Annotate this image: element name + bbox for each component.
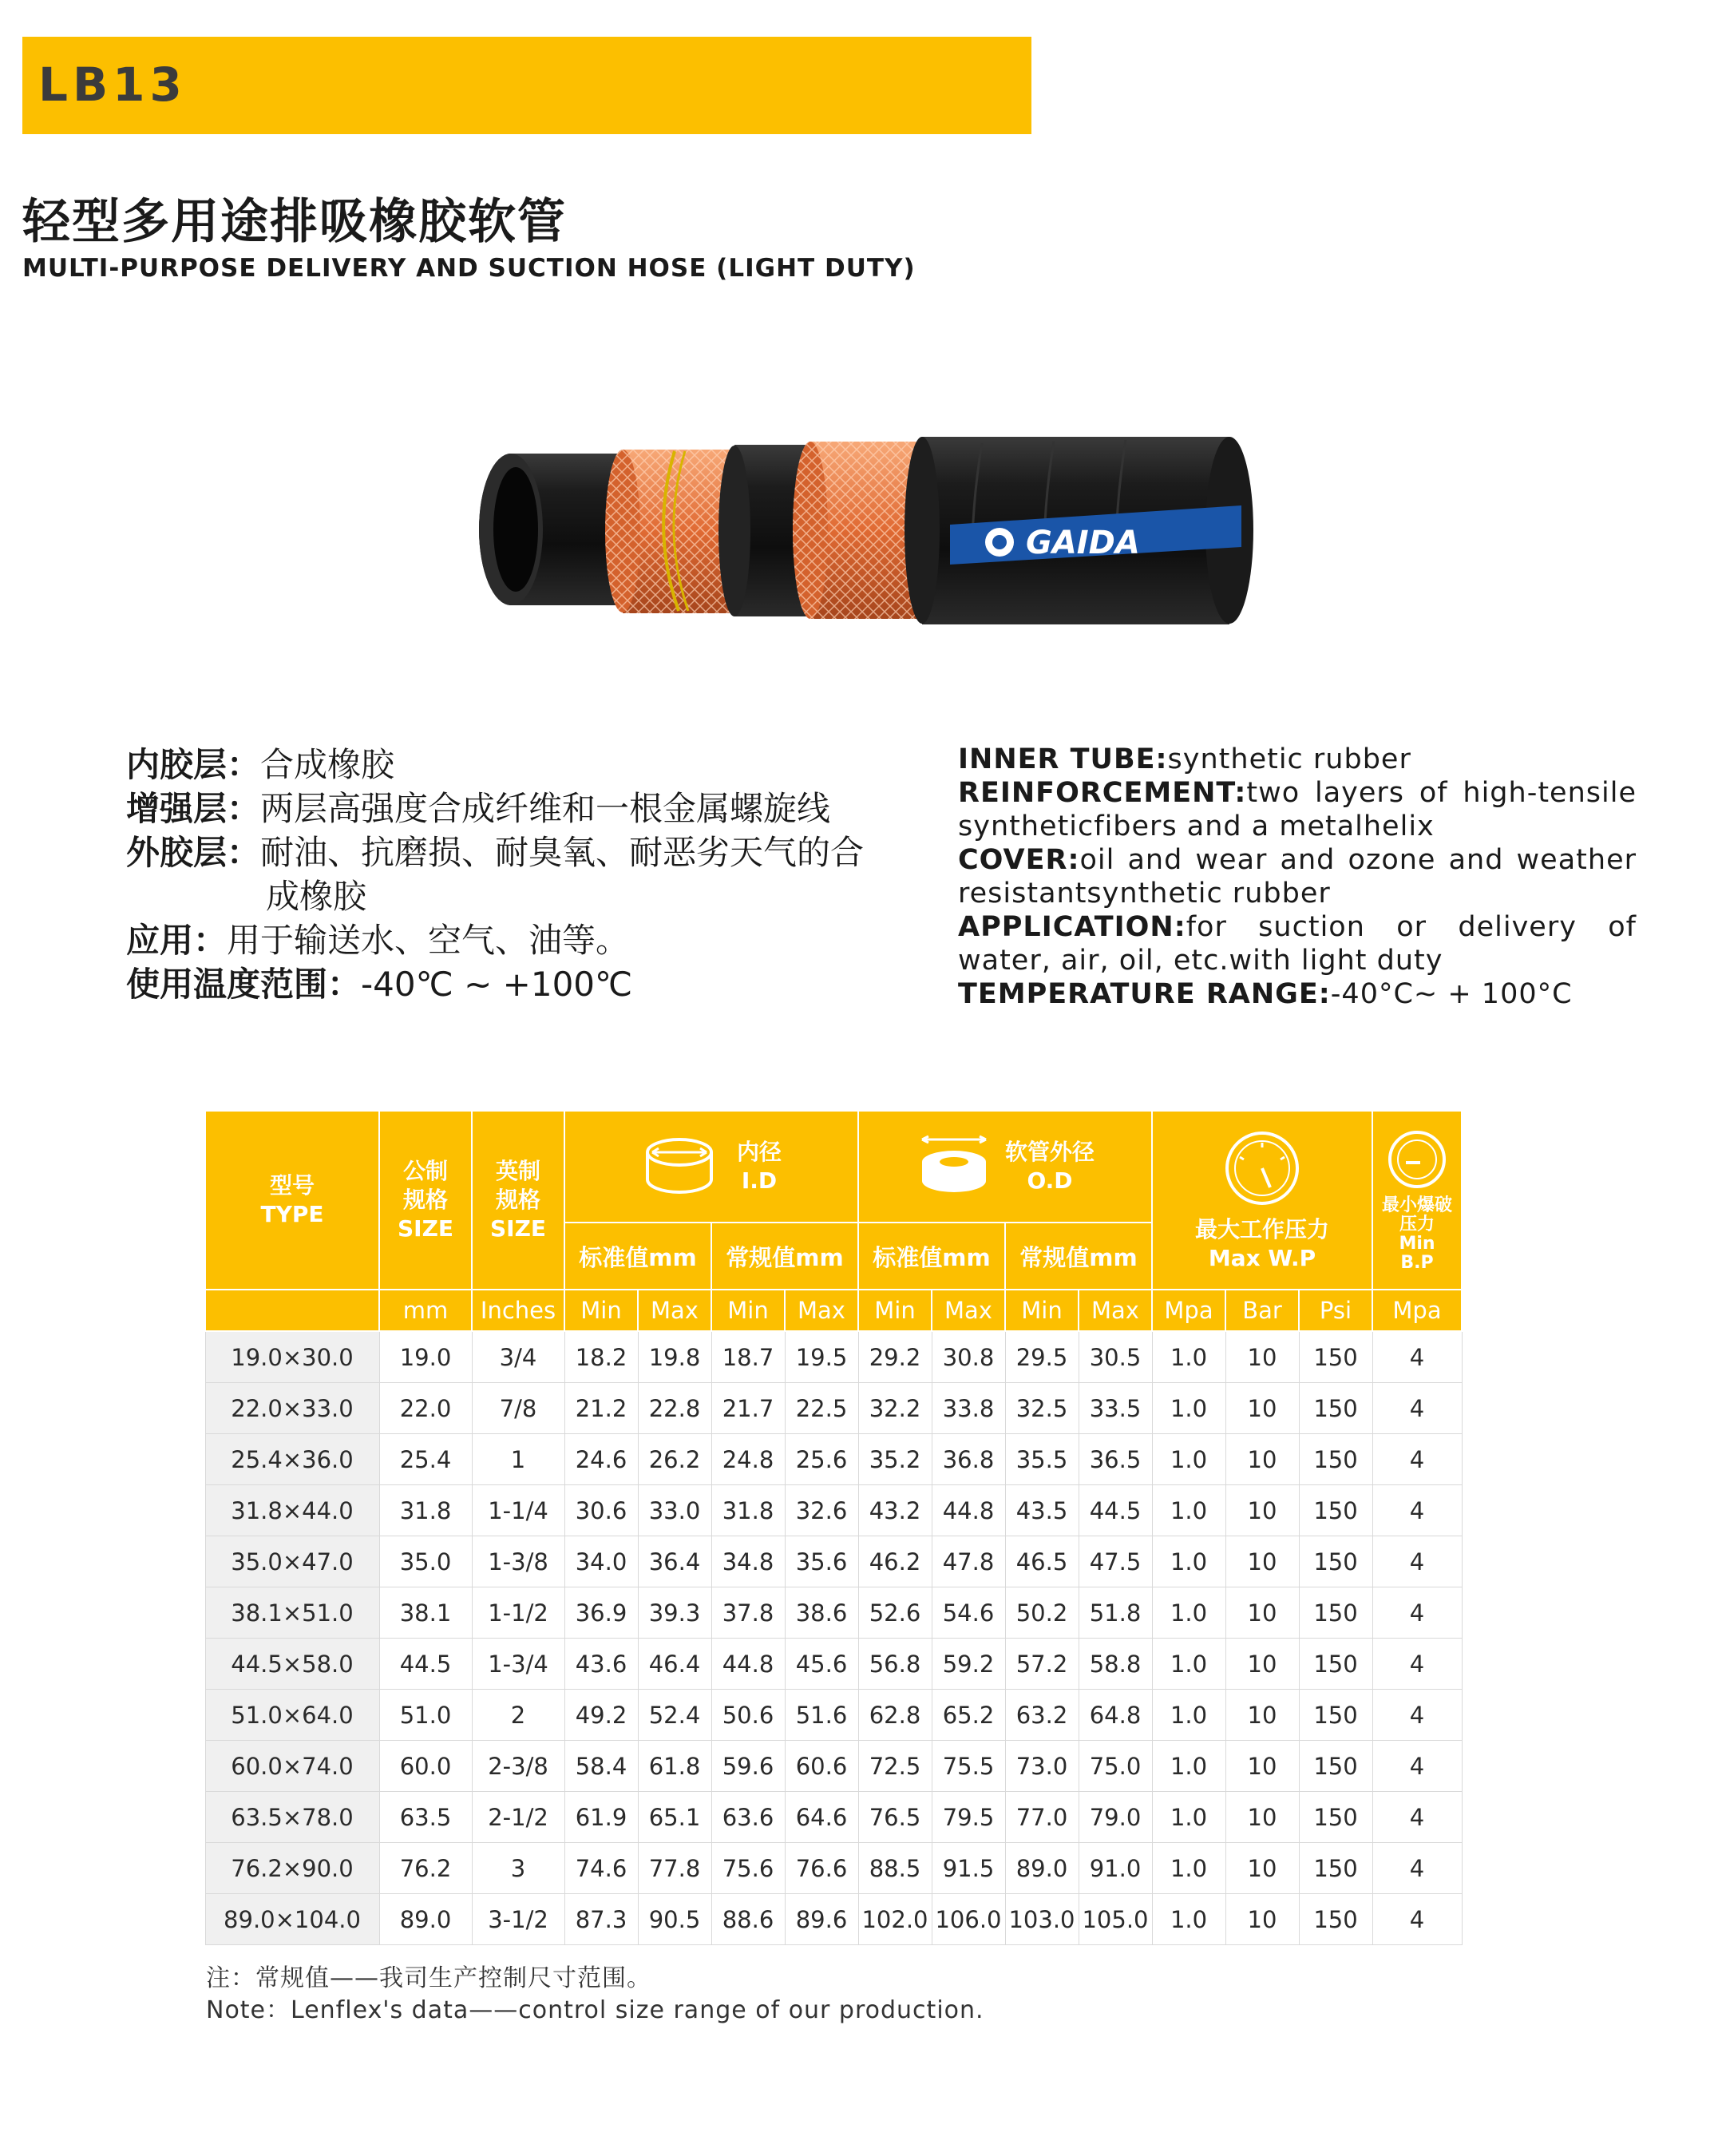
table-cell: 61.9 [564, 1792, 638, 1843]
table-cell: 18.2 [564, 1331, 638, 1383]
unit-cell: Mpa [1372, 1290, 1462, 1331]
table-cell: 25.6 [785, 1434, 858, 1485]
type-cell: 51.0×64.0 [205, 1690, 379, 1741]
table-cell: 45.6 [785, 1639, 858, 1690]
spec-en-reinforcement: REINFORCEMENT:two layers of high-tensile syntheticfibers and a metalhelix [958, 777, 1637, 842]
table-cell: 18.7 [711, 1331, 785, 1383]
table-cell: 77.8 [638, 1843, 711, 1894]
table-cell: 35.2 [858, 1434, 932, 1485]
table-cell: 62.8 [858, 1690, 932, 1741]
inner-diameter-icon [641, 1135, 718, 1199]
title-english: MULTI-PURPOSE DELIVERY AND SUCTION HOSE (LIGHT DUTY) [22, 254, 916, 283]
table-cell: 76.5 [858, 1792, 932, 1843]
table-cell: 35.0 [379, 1536, 472, 1587]
table-row [205, 1690, 1462, 1741]
outer-diameter-icon [916, 1135, 992, 1199]
table-cell: 33.5 [1079, 1383, 1152, 1434]
table-cell: 1.0 [1152, 1843, 1225, 1894]
spec-cn-reinforcement: 增强层： 两层高强度合成纤维和一根金属螺旋线 [126, 789, 831, 828]
unit-cell: Bar [1225, 1290, 1299, 1331]
table-cell: 65.1 [638, 1792, 711, 1843]
table-cell: 59.6 [711, 1741, 785, 1792]
table-cell: 44.5 [379, 1639, 472, 1690]
product-code-banner [22, 37, 1031, 134]
table-cell: 105.0 [1079, 1894, 1152, 1945]
title-chinese: 轻型多用途排吸橡胶软管 [22, 194, 567, 250]
unit-cell: Max [638, 1290, 711, 1331]
table-cell: 76.2 [379, 1843, 472, 1894]
table-cell: 1.0 [1152, 1690, 1225, 1741]
table-cell: 1.0 [1152, 1383, 1225, 1434]
type-cell: 19.0×30.0 [205, 1331, 379, 1383]
header-burst-pressure: 最小爆破 压力 Min B.P [1372, 1111, 1462, 1290]
table-cell: 33.8 [932, 1383, 1005, 1434]
header-working-pressure: 最大工作压力 Max W.P [1152, 1111, 1372, 1290]
unit-cell: mm [379, 1290, 472, 1331]
unit-cell: Mpa [1152, 1290, 1225, 1331]
table-row [205, 1843, 1462, 1894]
table-cell: 89.0 [379, 1894, 472, 1945]
table-cell: 59.2 [932, 1639, 1005, 1690]
table-cell: 36.5 [1079, 1434, 1152, 1485]
table-row [205, 1639, 1462, 1690]
table-cell: 3/4 [472, 1331, 564, 1383]
table-cell: 102.0 [858, 1894, 932, 1945]
table-cell: 36.9 [564, 1587, 638, 1639]
table-cell: 26.2 [638, 1434, 711, 1485]
table-cell: 3-1/2 [472, 1894, 564, 1945]
table-cell: 4 [1372, 1690, 1462, 1741]
table-cell: 31.8 [711, 1485, 785, 1536]
table-cell: 75.5 [932, 1741, 1005, 1792]
product-code: LB13 [38, 57, 187, 112]
unit-cell: Inches [472, 1290, 564, 1331]
table-cell: 4 [1372, 1894, 1462, 1945]
table-cell: 43.2 [858, 1485, 932, 1536]
table-cell: 46.5 [1005, 1536, 1079, 1587]
unit-cell: Max [785, 1290, 858, 1331]
table-cell: 87.3 [564, 1894, 638, 1945]
table-cell: 150 [1299, 1587, 1372, 1639]
type-cell: 63.5×78.0 [205, 1792, 379, 1843]
table-cell: 73.0 [1005, 1741, 1079, 1792]
table-row [205, 1792, 1462, 1843]
table-cell: 1.0 [1152, 1536, 1225, 1587]
table-cell: 150 [1299, 1690, 1372, 1741]
table-cell: 46.4 [638, 1639, 711, 1690]
table-cell: 54.6 [932, 1587, 1005, 1639]
table-cell: 64.6 [785, 1792, 858, 1843]
table-cell: 58.4 [564, 1741, 638, 1792]
unit-cell: Max [932, 1290, 1005, 1331]
table-cell: 88.6 [711, 1894, 785, 1945]
table-cell: 50.6 [711, 1690, 785, 1741]
table-cell: 61.8 [638, 1741, 711, 1792]
table-cell: 25.4 [379, 1434, 472, 1485]
table-cell: 150 [1299, 1894, 1372, 1945]
table-cell: 22.0 [379, 1383, 472, 1434]
table-cell: 30.8 [932, 1331, 1005, 1383]
table-cell: 10 [1225, 1843, 1299, 1894]
specs-chinese [126, 743, 924, 1006]
table-cell: 46.2 [858, 1536, 932, 1587]
header-od-standard: 标准值mm [858, 1223, 1005, 1290]
spec-cn-application: 应用： 用于输送水、空气、油等。 [126, 921, 630, 960]
table-cell: 43.6 [564, 1639, 638, 1690]
table-cell: 60.0 [379, 1741, 472, 1792]
table-cell: 2-1/2 [472, 1792, 564, 1843]
header-size-inch: 英制 规格 SIZE [472, 1111, 564, 1290]
table-cell: 1-3/8 [472, 1536, 564, 1587]
table-row [205, 1383, 1462, 1434]
table-cell: 150 [1299, 1383, 1372, 1434]
type-cell: 22.0×33.0 [205, 1383, 379, 1434]
table-cell: 35.5 [1005, 1434, 1079, 1485]
spec-en-temperature: TEMPERATURE RANGE:-40°C~ + 100°C [958, 978, 1573, 1010]
table-cell: 58.8 [1079, 1639, 1152, 1690]
table-cell: 4 [1372, 1536, 1462, 1587]
table-cell: 1.0 [1152, 1741, 1225, 1792]
table-row [205, 1434, 1462, 1485]
type-cell: 31.8×44.0 [205, 1485, 379, 1536]
table-cell: 10 [1225, 1383, 1299, 1434]
table-cell: 64.8 [1079, 1690, 1152, 1741]
table-cell: 34.8 [711, 1536, 785, 1587]
table-cell: 90.5 [638, 1894, 711, 1945]
table-cell: 63.6 [711, 1792, 785, 1843]
table-cell: 4 [1372, 1639, 1462, 1690]
table-cell: 24.8 [711, 1434, 785, 1485]
table-cell: 32.5 [1005, 1383, 1079, 1434]
table-cell: 36.8 [932, 1434, 1005, 1485]
unit-cell: Min [564, 1290, 638, 1331]
table-cell: 2-3/8 [472, 1741, 564, 1792]
table-cell: 49.2 [564, 1690, 638, 1741]
note-chinese: 注：常规值——我司生产控制尺寸范围。 [206, 1964, 651, 1992]
table-cell: 52.4 [638, 1690, 711, 1741]
brand-name: GAIDA [1026, 525, 1140, 561]
table-cell: 32.6 [785, 1485, 858, 1536]
header-id-regular: 常规值mm [711, 1223, 858, 1290]
unit-cell-blank [205, 1290, 379, 1331]
table-cell: 1 [472, 1434, 564, 1485]
table-cell: 44.8 [711, 1639, 785, 1690]
burst-gauge-icon [1385, 1128, 1449, 1191]
table-cell: 65.2 [932, 1690, 1005, 1741]
table-cell: 1-3/4 [472, 1639, 564, 1690]
header-type: 型号 TYPE [205, 1111, 379, 1290]
table-cell: 10 [1225, 1331, 1299, 1383]
table-cell: 29.2 [858, 1331, 932, 1383]
table-cell: 150 [1299, 1792, 1372, 1843]
table-cell: 150 [1299, 1639, 1372, 1690]
table-cell: 1.0 [1152, 1894, 1225, 1945]
table-row [205, 1485, 1462, 1536]
table-cell: 4 [1372, 1843, 1462, 1894]
table-cell: 30.5 [1079, 1331, 1152, 1383]
table-cell: 91.0 [1079, 1843, 1152, 1894]
specs-english [958, 743, 1637, 1011]
table-cell: 47.5 [1079, 1536, 1152, 1587]
table-cell: 52.6 [858, 1587, 932, 1639]
unit-cell: Min [1005, 1290, 1079, 1331]
table-cell: 30.6 [564, 1485, 638, 1536]
table-cell: 150 [1299, 1741, 1372, 1792]
table-cell: 10 [1225, 1536, 1299, 1587]
spec-table [204, 1110, 1463, 1945]
table-row [205, 1587, 1462, 1639]
hose-product-image [471, 427, 1269, 651]
pressure-gauge-icon [1222, 1128, 1302, 1208]
spec-en-application: APPLICATION:for suction or delivery of water, air, oil, etc.with light duty [958, 911, 1637, 977]
table-cell: 89.6 [785, 1894, 858, 1945]
table-cell: 76.6 [785, 1843, 858, 1894]
header-inner-diameter: 内径 I.D [564, 1111, 858, 1223]
table-cell: 19.8 [638, 1331, 711, 1383]
type-cell: 38.1×51.0 [205, 1587, 379, 1639]
table-cell: 21.2 [564, 1383, 638, 1434]
table-row [205, 1741, 1462, 1792]
table-cell: 1.0 [1152, 1331, 1225, 1383]
table-cell: 91.5 [932, 1843, 1005, 1894]
table-cell: 50.2 [1005, 1587, 1079, 1639]
table-cell: 57.2 [1005, 1639, 1079, 1690]
table-cell: 103.0 [1005, 1894, 1079, 1945]
table-row [205, 1331, 1462, 1383]
table-cell: 150 [1299, 1843, 1372, 1894]
table-cell: 4 [1372, 1587, 1462, 1639]
table-cell: 19.0 [379, 1331, 472, 1383]
table-cell: 24.6 [564, 1434, 638, 1485]
table-cell: 1.0 [1152, 1639, 1225, 1690]
table-cell: 34.0 [564, 1536, 638, 1587]
table-cell: 10 [1225, 1792, 1299, 1843]
spec-en-inner: INNER TUBE:synthetic rubber [958, 743, 1411, 775]
table-cell: 75.0 [1079, 1741, 1152, 1792]
spec-cn-inner: 内胶层： 合成橡胶 [126, 745, 395, 784]
table-cell: 43.5 [1005, 1485, 1079, 1536]
table-cell: 21.7 [711, 1383, 785, 1434]
table-cell: 74.6 [564, 1843, 638, 1894]
table-cell: 38.1 [379, 1587, 472, 1639]
table-cell: 4 [1372, 1331, 1462, 1383]
table-cell: 79.5 [932, 1792, 1005, 1843]
header-id-standard: 标准值mm [564, 1223, 711, 1290]
table-cell: 39.3 [638, 1587, 711, 1639]
spec-cn-temperature: 使用温度范围： -40℃ ~ +100℃ [126, 965, 633, 1004]
table-cell: 10 [1225, 1485, 1299, 1536]
spec-en-cover: COVER:oil and wear and ozone and weather resistantsynthetic rubber [958, 844, 1637, 910]
table-cell: 10 [1225, 1690, 1299, 1741]
note-english: Note：Lenflex's data——control size range of our production. [206, 1996, 984, 2024]
type-cell: 76.2×90.0 [205, 1843, 379, 1894]
header-od-regular: 常规值mm [1005, 1223, 1152, 1290]
table-cell: 75.6 [711, 1843, 785, 1894]
table-cell: 88.5 [858, 1843, 932, 1894]
table-cell: 38.6 [785, 1587, 858, 1639]
table-cell: 1-1/4 [472, 1485, 564, 1536]
table-cell: 4 [1372, 1383, 1462, 1434]
type-cell: 60.0×74.0 [205, 1741, 379, 1792]
table-cell: 63.5 [379, 1792, 472, 1843]
table-cell: 10 [1225, 1894, 1299, 1945]
table-cell: 51.0 [379, 1690, 472, 1741]
table-cell: 150 [1299, 1331, 1372, 1383]
table-cell: 51.8 [1079, 1587, 1152, 1639]
table-cell: 4 [1372, 1434, 1462, 1485]
table-cell: 32.2 [858, 1383, 932, 1434]
footnote [206, 1963, 984, 2027]
table-cell: 106.0 [932, 1894, 1005, 1945]
table-cell: 19.5 [785, 1331, 858, 1383]
table-cell: 10 [1225, 1587, 1299, 1639]
header-outer-diameter: 软管外径 O.D [858, 1111, 1152, 1223]
type-cell: 35.0×47.0 [205, 1536, 379, 1587]
spec-cn-cover: 外胶层： 耐油、抗磨损、耐臭氧、耐恶劣天气的合 [126, 833, 865, 872]
table-cell: 31.8 [379, 1485, 472, 1536]
table-cell: 60.6 [785, 1741, 858, 1792]
table-cell: 4 [1372, 1741, 1462, 1792]
table-cell: 150 [1299, 1434, 1372, 1485]
table-cell: 79.0 [1079, 1792, 1152, 1843]
table-cell: 10 [1225, 1639, 1299, 1690]
table-cell: 1-1/2 [472, 1587, 564, 1639]
table-cell: 72.5 [858, 1741, 932, 1792]
type-cell: 44.5×58.0 [205, 1639, 379, 1690]
table-row [205, 1536, 1462, 1587]
type-cell: 89.0×104.0 [205, 1894, 379, 1945]
unit-cell: Min [858, 1290, 932, 1331]
table-cell: 36.4 [638, 1536, 711, 1587]
table-cell: 35.6 [785, 1536, 858, 1587]
table-cell: 1.0 [1152, 1434, 1225, 1485]
unit-cell: Min [711, 1290, 785, 1331]
table-cell: 1.0 [1152, 1485, 1225, 1536]
spec-cn-cover-cont: 成橡胶 [266, 877, 367, 916]
header-size-metric: 公制 规格 SIZE [379, 1111, 472, 1290]
table-cell: 2 [472, 1690, 564, 1741]
table-cell: 63.2 [1005, 1690, 1079, 1741]
table-cell: 44.8 [932, 1485, 1005, 1536]
table-cell: 89.0 [1005, 1843, 1079, 1894]
table-cell: 150 [1299, 1536, 1372, 1587]
table-cell: 77.0 [1005, 1792, 1079, 1843]
table-cell: 7/8 [472, 1383, 564, 1434]
table-cell: 37.8 [711, 1587, 785, 1639]
table-cell: 22.8 [638, 1383, 711, 1434]
table-cell: 10 [1225, 1741, 1299, 1792]
table-cell: 3 [472, 1843, 564, 1894]
type-cell: 25.4×36.0 [205, 1434, 379, 1485]
unit-cell: Max [1079, 1290, 1152, 1331]
unit-cell: Psi [1299, 1290, 1372, 1331]
table-cell: 47.8 [932, 1536, 1005, 1587]
table-cell: 29.5 [1005, 1331, 1079, 1383]
table-cell: 150 [1299, 1485, 1372, 1536]
table-cell: 10 [1225, 1434, 1299, 1485]
table-cell: 4 [1372, 1485, 1462, 1536]
table-cell: 1.0 [1152, 1792, 1225, 1843]
table-cell: 44.5 [1079, 1485, 1152, 1536]
table-row [205, 1894, 1462, 1945]
table-cell: 51.6 [785, 1690, 858, 1741]
table-cell: 1.0 [1152, 1587, 1225, 1639]
table-cell: 22.5 [785, 1383, 858, 1434]
table-cell: 4 [1372, 1792, 1462, 1843]
table-cell: 56.8 [858, 1639, 932, 1690]
table-cell: 33.0 [638, 1485, 711, 1536]
